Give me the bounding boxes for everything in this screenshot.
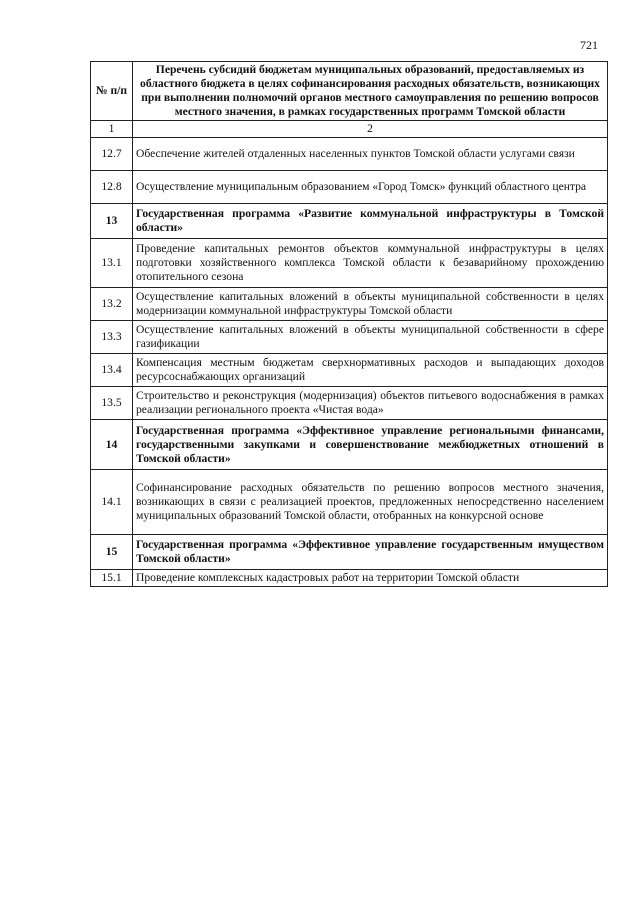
table-row bbox=[91, 387, 608, 420]
table-row bbox=[91, 288, 608, 321]
header-number-column: № п/п bbox=[91, 62, 133, 121]
row-text: Проведение капитальных ремонтов объектов коммунальной инфраструктуры в целях подготовки хозяйственного комплекса Томской области к безаварийному прохождению отопительного сезона bbox=[133, 239, 608, 288]
header-title-column: Перечень субсидий бюджетам муниципальных образований, предоставляемых из областного бюджета в целях софинансирования расходных обязательств, возникающих при выполнении полномочий органов местного самоуправления по решению вопросов местного значения, в рамках государственных программ Томской области bbox=[133, 62, 608, 121]
row-text: Строительство и реконструкция (модернизация) объектов питьевого водоснабжения в рамках реализации регионального проекта «Чистая вода» bbox=[133, 387, 608, 420]
table-row bbox=[91, 239, 608, 288]
row-text: Государственная программа «Эффективное управление государственным имуществом Томской области» bbox=[133, 535, 608, 570]
subsidies-table bbox=[90, 61, 608, 587]
row-text: Осуществление капитальных вложений в объекты муниципальной собственности в целях модернизации коммунальной инфраструктуры Томской области bbox=[133, 288, 608, 321]
table-header-row bbox=[91, 62, 608, 121]
row-text: Обеспечение жителей отдаленных населенных пунктов Томской области услугами связи bbox=[133, 138, 608, 171]
row-number: 13.3 bbox=[91, 321, 133, 354]
row-number: 14 bbox=[91, 420, 133, 470]
row-text: Софинансирование расходных обязательств по решению вопросов местного значения, возникающих в связи с реализацией проектов, предложенных непосредственно населением муниципальных образований Томской области, отобранных на конкурсной основе bbox=[133, 470, 608, 535]
page-number: 721 bbox=[580, 38, 598, 52]
table-row-program bbox=[91, 535, 608, 570]
row-number: 13.5 bbox=[91, 387, 133, 420]
row-text: Осуществление капитальных вложений в объекты муниципальной собственности в сфере газификации bbox=[133, 321, 608, 354]
row-number: 15 bbox=[91, 535, 133, 570]
row-text: Проведение комплексных кадастровых работ на территории Томской области bbox=[133, 570, 608, 587]
row-number: 13 bbox=[91, 204, 133, 239]
row-text: Государственная программа «Развитие коммунальной инфраструктуры в Томской области» bbox=[133, 204, 608, 239]
column-number-1: 1 bbox=[91, 121, 133, 138]
row-text: Осуществление муниципальным образованием «Город Томск» функций областного центра bbox=[133, 171, 608, 204]
row-number: 13.4 bbox=[91, 354, 133, 387]
column-numbers-row bbox=[91, 121, 608, 138]
table-row-program bbox=[91, 204, 608, 239]
row-number: 13.2 bbox=[91, 288, 133, 321]
table-row-program bbox=[91, 420, 608, 470]
row-number: 15.1 bbox=[91, 570, 133, 587]
row-number: 14.1 bbox=[91, 470, 133, 535]
table-row bbox=[91, 171, 608, 204]
column-number-2: 2 bbox=[133, 121, 608, 138]
table-row bbox=[91, 138, 608, 171]
row-text: Компенсация местным бюджетам сверхнормативных расходов и выпадающих доходов ресурсоснабжающих организаций bbox=[133, 354, 608, 387]
table-row bbox=[91, 570, 608, 587]
table-row bbox=[91, 321, 608, 354]
row-number: 12.7 bbox=[91, 138, 133, 171]
row-number: 13.1 bbox=[91, 239, 133, 288]
table-row bbox=[91, 354, 608, 387]
row-number: 12.8 bbox=[91, 171, 133, 204]
table-row bbox=[91, 470, 608, 535]
row-text: Государственная программа «Эффективное управление региональными финансами, государственными закупками и совершенствование межбюджетных отношений в Томской области» bbox=[133, 420, 608, 470]
